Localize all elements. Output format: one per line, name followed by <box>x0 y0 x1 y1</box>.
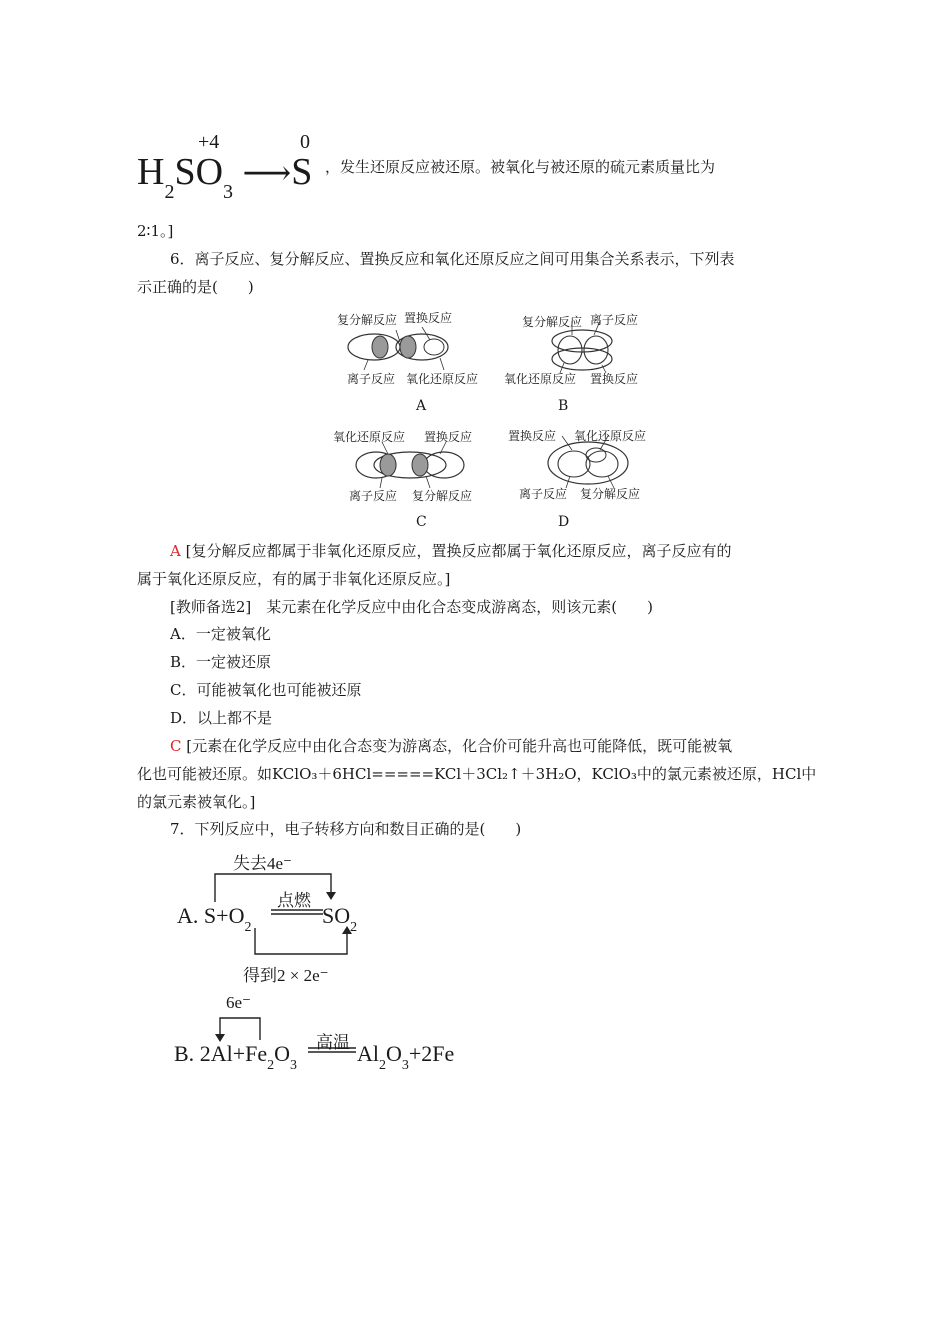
option-b-o2: O <box>386 1041 402 1066</box>
diagram-c-venn <box>354 448 466 488</box>
diagram-d-label-br: 复分解反应 <box>580 487 641 501</box>
option-b-arrow <box>210 1014 270 1044</box>
diagram-d-label-tr: 氧化还原反应 <box>574 429 647 443</box>
option-a-so: SO <box>322 903 351 928</box>
q6-line2: 示正确的是( ) <box>137 278 254 296</box>
option-a-formula <box>177 903 252 935</box>
diagram-c-label-tr: 置换反应 <box>424 430 473 444</box>
answer-teacher-line1 <box>170 736 732 756</box>
h-symbol: H <box>137 151 165 193</box>
top-equation-text: ，发生还原反应被还原。被氧化与被还原的硫元素质量比为 <box>325 158 716 176</box>
teacher-option-d: D．以上都不是 <box>170 709 273 727</box>
diagram-d-label-bl: 离子反应 <box>519 487 568 501</box>
option-a-s: S <box>203 903 217 928</box>
answer-6-line2: 属于氧化还原反应，有的属于非氧化还原反应。] <box>137 570 451 588</box>
answer-teacher-letter: C <box>170 737 182 755</box>
diagram-c-label-bl: 离子反应 <box>349 489 398 503</box>
oxidation-state-zero: 0 <box>300 131 310 153</box>
diagram-a-caption: A <box>416 398 427 414</box>
diagram-c-label-tl: 氧化还原反应 <box>333 430 406 444</box>
option-a-lose-electrons: 失去4e⁻ <box>233 854 293 873</box>
so-symbol: SO <box>174 151 224 193</box>
option-b-condition: 高温 <box>316 1033 350 1052</box>
option-b-electrons: 6e⁻ <box>226 993 252 1012</box>
option-b-fe-product: +2Fe <box>408 1041 455 1066</box>
answer-teacher-line2: 化也可能被还原。如KClO₃＋6HCl=====KCl＋3Cl₂↑＋3H₂O，KClO₃中的氯元素被还原，HCl中 <box>137 765 817 783</box>
q6-line1: 6．离子反应、复分解反应、置换反应和氧化还原反应之间可用集合关系表示，下列表 <box>170 250 735 268</box>
so-subscript: 3 <box>223 181 234 203</box>
option-a-o: O <box>228 903 245 928</box>
sulfurous-acid-formula <box>137 150 313 203</box>
option-a-gain-electrons: 得到2 × 2e⁻ <box>243 966 329 985</box>
diagram-b-venn <box>550 325 620 375</box>
diagram-a-label-br: 氧化还原反应 <box>406 372 479 386</box>
option-a-product <box>322 903 358 935</box>
option-a-label: A. <box>177 903 199 928</box>
option-b-o1-sub: 3 <box>290 1058 297 1073</box>
option-b-o1: O <box>274 1041 290 1066</box>
diagram-a-label-tr: 置换反应 <box>404 311 453 325</box>
answer-6-letter: A <box>170 542 181 560</box>
q7-stem: 7．下列反应中，电子转移方向和数目正确的是( ) <box>170 820 522 838</box>
option-a-so-sub: 2 <box>350 920 358 935</box>
option-b-fe-sub: 2 <box>267 1058 275 1073</box>
option-b-products <box>357 1041 455 1073</box>
answer-teacher-line3: 的氯元素被氧化。] <box>137 793 256 811</box>
diagram-a-label-bl: 离子反应 <box>347 372 396 386</box>
option-a-plus: + <box>216 903 229 928</box>
diagram-a-label-tl: 复分解反应 <box>337 313 398 327</box>
teacher-option-b: B．一定被还原 <box>170 653 272 671</box>
oxidation-state-plus4: +4 <box>198 131 220 153</box>
diagram-b-label-tl: 复分解反应 <box>522 315 583 329</box>
answer-6-text: [复分解反应都属于非氧化还原反应，置换反应都属于氧化还原反应，离子反应有的 <box>185 542 732 560</box>
diagram-d-caption: D <box>558 514 570 530</box>
diagram-d-venn <box>546 440 636 486</box>
diagram-b-label-br: 置换反应 <box>590 372 639 386</box>
diagram-b-caption: B <box>558 398 569 414</box>
option-b-formula <box>174 1041 297 1073</box>
option-b-al-sub: 2 <box>379 1058 386 1073</box>
option-b-al: Al <box>357 1041 379 1066</box>
diagram-d-label-tl: 置换反应 <box>508 429 557 443</box>
teacher-option-a: A．一定被氧化 <box>170 625 271 643</box>
diagram-c-caption: C <box>416 514 427 530</box>
s-symbol: S <box>291 151 313 193</box>
option-b-label: B. <box>174 1041 195 1066</box>
option-a-condition: 点燃 <box>277 891 311 910</box>
reaction-arrow: ⟶ <box>242 155 292 192</box>
ratio-line: 2∶1。] <box>137 222 174 240</box>
option-b-reactants: 2Al+Fe <box>199 1041 268 1066</box>
teacher-question-stem: [教师备选2] 某元素在化学反应中由化合态变成游离态，则该元素( ) <box>170 598 653 616</box>
answer-6-line1 <box>170 541 731 561</box>
option-b-o2-sub: 3 <box>401 1058 409 1073</box>
teacher-option-c: C．可能被氧化也可能被还原 <box>170 681 362 699</box>
diagram-c-label-br: 复分解反应 <box>412 489 473 503</box>
diagram-b-label-bl: 氧化还原反应 <box>504 372 577 386</box>
diagram-b-label-tr: 离子反应 <box>590 313 639 327</box>
h-subscript: 2 <box>164 181 175 203</box>
answer-teacher-text: [元素在化学反应中由化合态变为游离态，化合价可能升高也可能降低，既可能被氧 <box>186 737 733 755</box>
option-a-o-sub: 2 <box>244 920 252 935</box>
